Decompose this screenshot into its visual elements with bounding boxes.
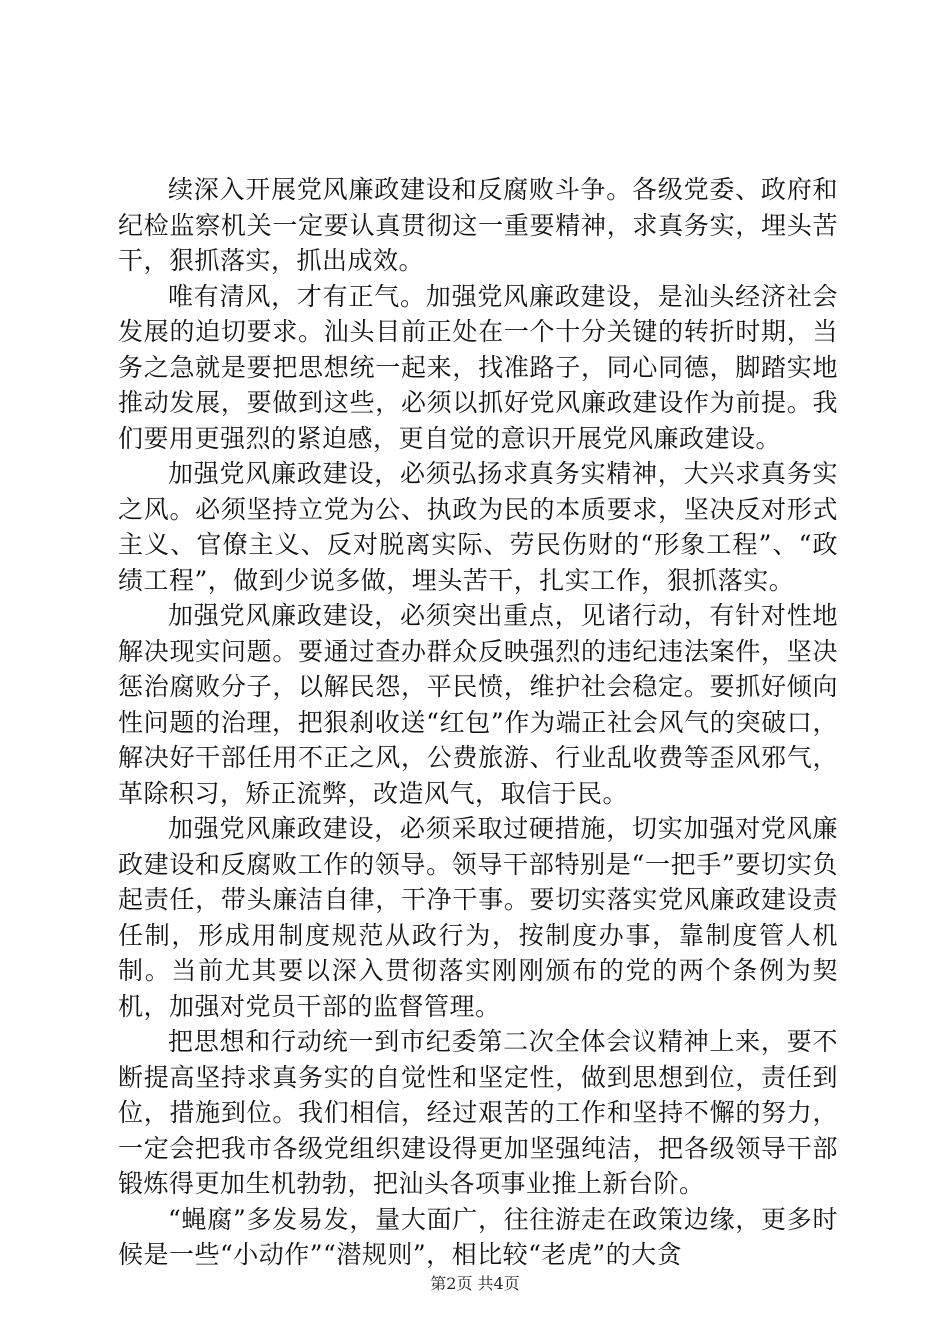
paragraph: “蝇腐”多发易发，量大面广，往往游走在政策边缘，更多时候是一些“小动作”“潜规则”，相比较“老虎”的大贪 — [118, 1204, 838, 1269]
paragraph: 加强党风廉政建设，必须弘扬求真务实精神，大兴求真务实之风。必须坚持立党为公、执政为民的本质要求，坚决反对形式主义、官僚主义、反对脱离实际、劳民伤财的“形象工程”、“政绩工程”，做到少说多做，埋头苦干，扎实工作，狠抓落实。 — [118, 459, 838, 595]
page-number-footer: 第2页 共4页 — [430, 1274, 520, 1293]
paragraph: 续深入开展党风廉政建设和反腐败斗争。各级党委、政府和纪检监察机关一定要认真贯彻这一重要精神，求真务实，埋头苦干，狠抓落实，抓出成效。 — [118, 175, 838, 275]
paragraph: 把思想和行动统一到市纪委第二次全体会议精神上来，要不断提高坚持求真务实的自觉性和坚定性，做到思想到位，责任到位，措施到位。我们相信，经过艰苦的工作和坚持不懈的努力，一定会把我市各级党组织建设得更加坚强纯洁，把各级领导干部锻炼得更加生机勃勃，把汕头各项事业推上新台阶。 — [118, 1027, 838, 1198]
paragraph: 加强党风廉政建设，必须突出重点，见诸行动，有针对性地解决现实问题。要通过查办群众反映强烈的违纪违法案件，坚决惩治腐败分子，以解民怨，平民愤，维护社会稳定。要抓好倾向性问题的治理，把狠刹收送“红包”作为端正社会风气的突破口，解决好干部任用不正之风，公费旅游、行业乱收费等歪风邪气，革除积习，矫正流弊，改造风气，取信于民。 — [118, 601, 838, 808]
paragraph: 唯有清风，才有正气。加强党风廉政建设，是汕头经济社会发展的迫切要求。汕头目前正处在一个十分关键的转折时期，当务之急就是要把思想统一起来，找准路子，同心同德，脚踏实地推动发展，要做到这些，必须以抓好党风廉政建设作为前提。我们要用更强烈的紧迫感，更自觉的意识开展党风廉政建设。 — [118, 281, 838, 453]
document-body — [118, 172, 838, 1273]
paragraph: 加强党风廉政建设，必须采取过硬措施，切实加强对党风廉政建设和反腐败工作的领导。领导干部特别是“一把手”要切实负起责任，带头廉洁自律，干净干事。要切实落实党风廉政建设责任制，形成用制度规范从政行为，按制度办事，靠制度管人机制。当前尤其要以深入贯彻落实刚刚颁布的党的两个条例为契机，加强对党员干部的监督管理。 — [118, 814, 838, 1021]
